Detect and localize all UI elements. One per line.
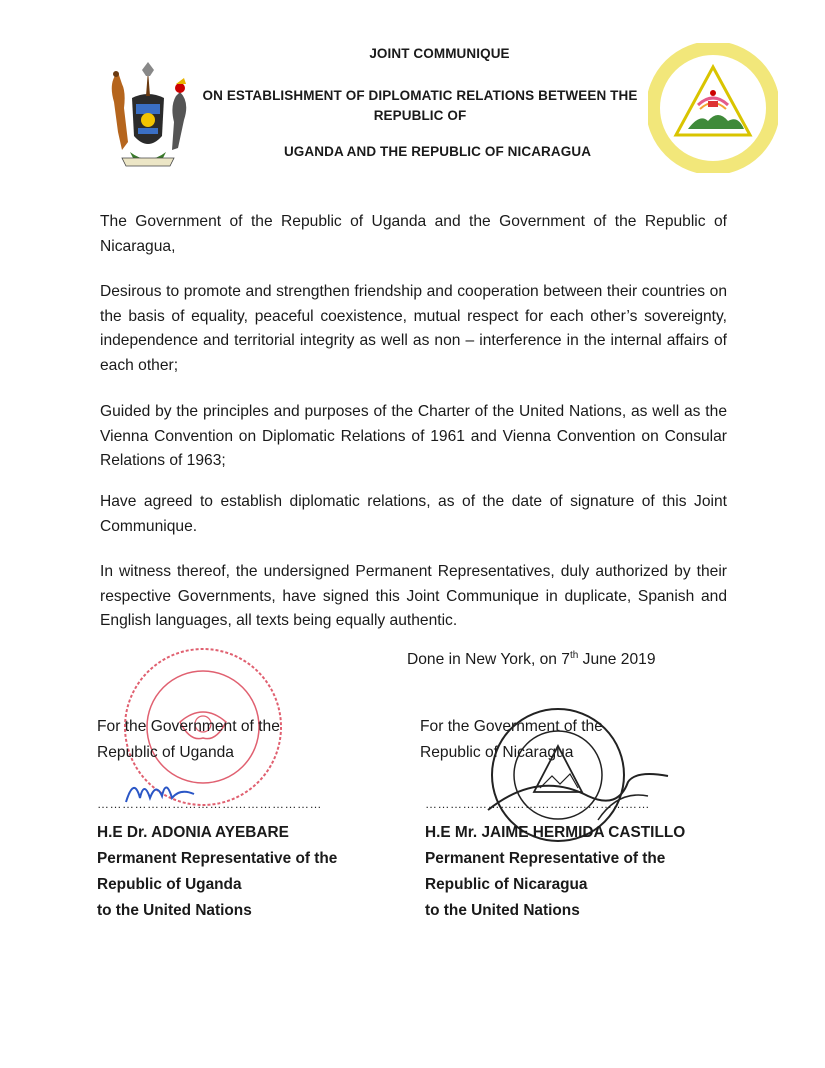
done-suffix: June 2019 <box>578 651 656 669</box>
nicaragua-signatory-name: H.E Mr. JAIME HERMIDA CASTILLO <box>425 824 686 841</box>
uganda-signatory-name: H.E Dr. ADONIA AYEBARE <box>97 824 289 841</box>
nicaragua-for-line2: Republic of Nicaragua <box>420 744 574 761</box>
uganda-coat-of-arms-icon <box>100 62 196 174</box>
paragraph-guided: Guided by the principles and purposes of the Charter of the United Nations, as well as the Vienna Convention on Diplomatic Relations of 1961 and Vienna Convention on Consular Relations of 1963; <box>100 403 727 470</box>
nicaragua-signatory-title1: Permanent Representative of the <box>425 850 666 867</box>
paragraph-witness: In witness thereof, the undersigned Permanent Representatives, duly authorized by their respective Governments, have signed this Joint Communique in duplicate, Spanish and English languages, all texts being equally authentic. <box>100 563 727 630</box>
nicaragua-signatory-title2: Republic of Nicaragua <box>425 876 588 893</box>
done-prefix: Done in New York, on 7 <box>407 651 570 669</box>
done-superscript: th <box>569 650 579 661</box>
uganda-signatory-title3: to the United Nations <box>97 902 252 919</box>
nicaragua-signatory-block <box>425 820 685 924</box>
paragraph-desirous: Desirous to promote and strengthen friendship and cooperation between their countries on the basis of equality, peaceful coexistence, mutual respect for each other’s sovereignty, independence and territorial integrity as well as non – interference in the internal affairs of each other; <box>100 283 727 374</box>
header-title: JOINT COMMUNIQUE <box>369 46 510 61</box>
uganda-signature-line: ……………………………………………… <box>97 797 322 811</box>
uganda-signatory-for <box>97 714 280 766</box>
paragraph-parties: The Government of the Republic of Uganda and the Government of the Republic of Nicaragua, <box>100 213 727 255</box>
uganda-for-line1: For the Government of the <box>97 718 280 735</box>
uganda-for-line2: Republic of Uganda <box>97 744 234 761</box>
uganda-signatory-title1: Permanent Representative of the <box>97 850 338 867</box>
nicaragua-seal-icon <box>648 43 778 173</box>
nicaragua-for-line1: For the Government of the <box>420 718 603 735</box>
header-subtitle: ON ESTABLISHMENT OF DIPLOMATIC RELATIONS BETWEEN THE REPUBLIC OF <box>202 88 638 123</box>
nicaragua-signature-line: ……………………………………………… <box>425 797 650 811</box>
uganda-signatory-title2: Republic of Uganda <box>97 876 242 893</box>
header-parties: UGANDA AND THE REPUBLIC OF NICARAGUA <box>283 144 592 159</box>
nicaragua-signatory-title3: to the United Nations <box>425 902 580 919</box>
paragraph-agreed: Have agreed to establish diplomatic relations, as of the date of signature of this Joint Communique. <box>100 493 727 535</box>
uganda-signatory-block <box>97 820 337 924</box>
done-date-line <box>407 650 656 669</box>
